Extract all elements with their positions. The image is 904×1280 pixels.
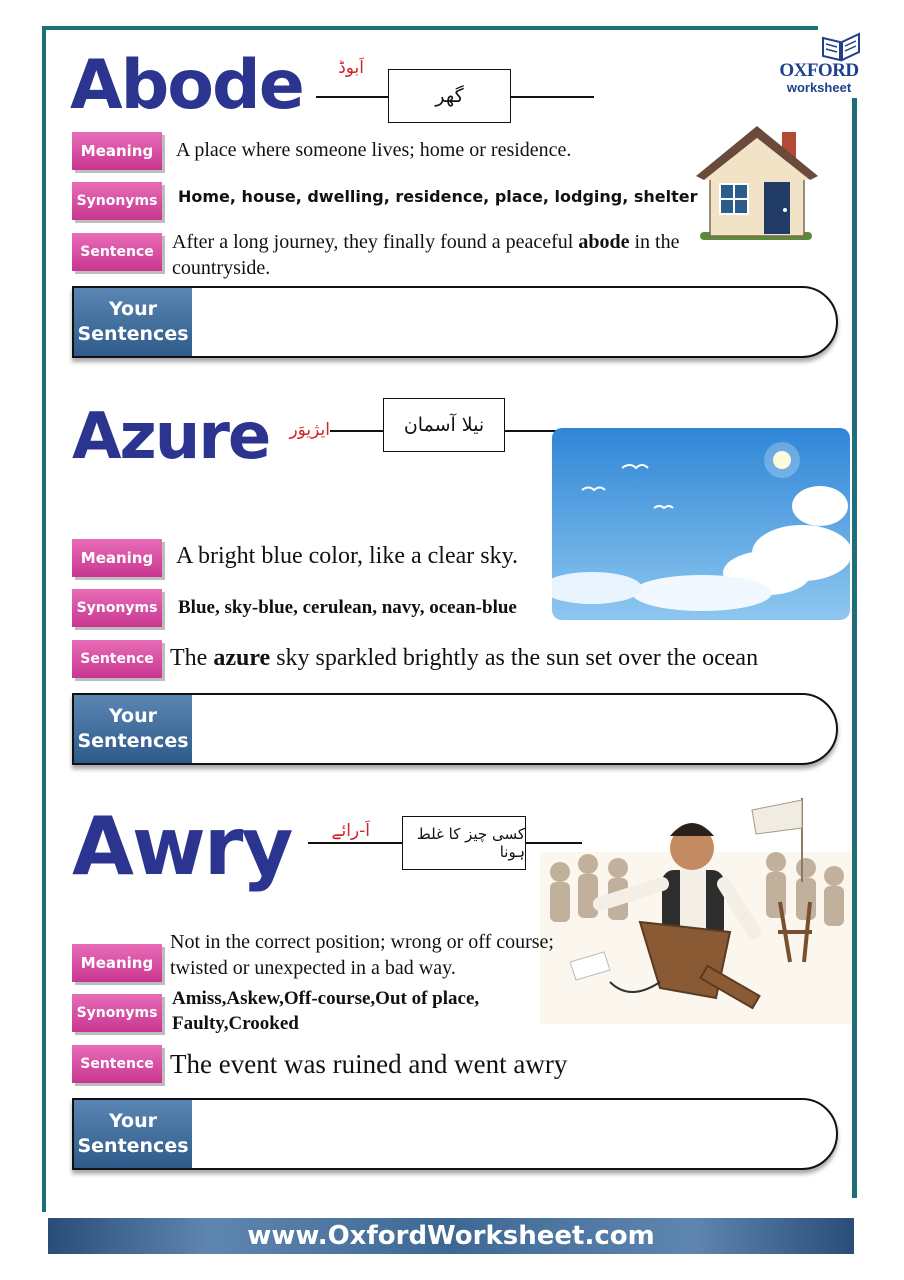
- meaning-text-awry: Not in the correct position; wrong or off course; twisted or unexpected in a bad way.: [170, 931, 554, 979]
- meaning-label: Meaning: [72, 944, 162, 982]
- urdu-meaning-abode: گھر: [388, 69, 511, 123]
- synonyms-text-azure: Blue, sky-blue, cerulean, navy, ocean-blue: [178, 597, 517, 618]
- synonyms-label: Synonyms: [72, 994, 162, 1032]
- pronunciation-azure: ایژیوَر: [289, 420, 330, 440]
- sentence-text-awry: The event was ruined and went awry: [170, 1049, 568, 1079]
- meaning-label: Meaning: [72, 539, 162, 577]
- your-sentences-box-abode[interactable]: [72, 286, 838, 358]
- word-azure: Azure: [72, 400, 270, 474]
- frame-top-border: [42, 26, 818, 30]
- urdu-meaning-awry: کسی چیز کا غلط ہونا: [402, 816, 526, 870]
- meaning-text-azure: A bright blue color, like a clear sky.: [176, 543, 519, 569]
- frame-right-border: [852, 98, 857, 1198]
- pronunciation-abode: اَبوڈ: [338, 58, 364, 78]
- open-book-icon: [820, 32, 862, 62]
- your-sentences-box-awry[interactable]: [72, 1098, 838, 1170]
- footer-website[interactable]: www.OxfordWorksheet.com: [247, 1221, 655, 1251]
- word-awry: Awry: [72, 800, 292, 893]
- your-sentences-label: Your Sentences: [74, 288, 192, 356]
- frame-left-border: [42, 26, 46, 1212]
- pronunciation-awry: اَ-رائے: [331, 821, 370, 841]
- oxford-worksheet-logo: [770, 30, 862, 98]
- word-abode: Abode: [70, 46, 303, 125]
- connector-line: [330, 430, 384, 432]
- blue-sky-illustration: [552, 428, 850, 620]
- synonyms-text-awry: Amiss,Askew,Off-course,Out of place, Faulty,Crooked: [172, 988, 480, 1034]
- your-sentences-box-azure[interactable]: [72, 693, 838, 765]
- footer-bar: [48, 1218, 854, 1254]
- logo-brand: OXFORD: [779, 60, 859, 81]
- sentence-label: Sentence: [72, 233, 162, 271]
- meaning-text-abode: A place where someone lives; home or residence.: [176, 139, 572, 161]
- your-sentences-label: Your Sentences: [74, 1100, 192, 1168]
- sentence-text-azure: The azure sky sparkled brightly as the sun set over the ocean: [170, 645, 759, 671]
- synonyms-label: Synonyms: [72, 182, 162, 220]
- meaning-label: Meaning: [72, 132, 162, 170]
- connector-line: [511, 96, 594, 98]
- synonyms-label: Synonyms: [72, 589, 162, 627]
- connector-line: [316, 96, 388, 98]
- logo-sub: worksheet: [786, 80, 852, 95]
- urdu-meaning-azure: نیلا آسمان: [383, 398, 505, 452]
- sentence-text-abode: After a long journey, they finally found a peaceful abode in the countryside.: [172, 231, 680, 279]
- connector-line: [308, 842, 402, 844]
- angry-man-speech-illustration: [540, 792, 852, 1024]
- sentence-label: Sentence: [72, 640, 162, 678]
- house-illustration: [694, 124, 820, 244]
- sentence-label: Sentence: [72, 1045, 162, 1083]
- synonyms-text-abode: Home, house, dwelling, residence, place, lodging, shelter: [178, 187, 698, 206]
- your-sentences-label: Your Sentences: [74, 695, 192, 763]
